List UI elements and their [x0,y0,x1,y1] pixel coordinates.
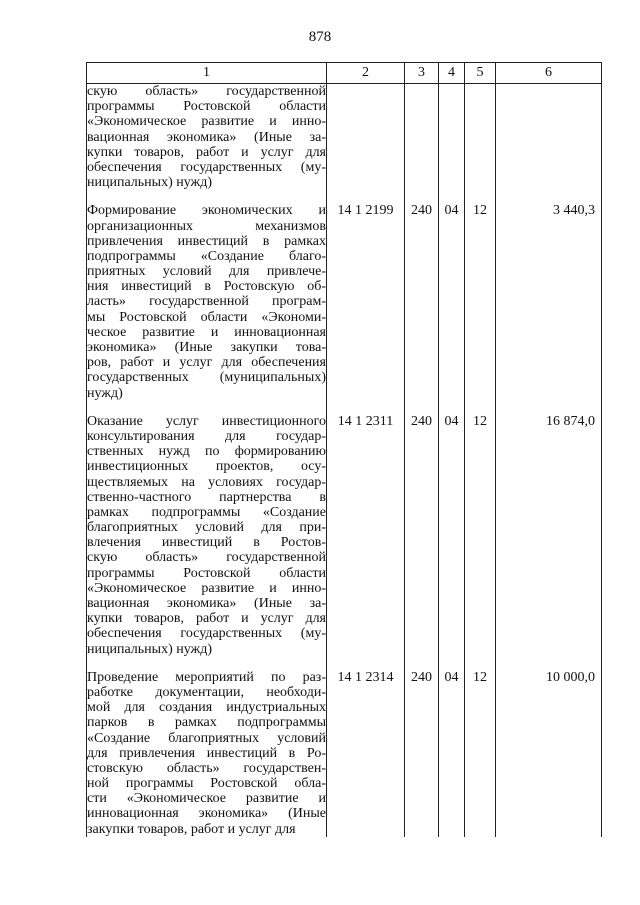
description-line: скую область» государственной [87,84,326,99]
column-header-3: 3 [405,63,439,84]
spacer-cell [465,190,496,203]
spacer-cell [327,190,405,203]
description-line: влечения инвестиций в Ростов- [87,535,326,551]
description-line: вационная экономика» (Иные за- [87,596,326,611]
description-line: скую область» государственной [87,550,326,566]
column-header-5: 5 [465,63,496,84]
target-code-cell: 14 1 2199 [327,203,405,400]
description-line: рамках подпрограммы «Создание [87,504,326,520]
description-line: Формирование экономических и [87,203,326,219]
table-row [87,203,602,400]
description-line: подпрограммы «Создание благо- [87,248,326,264]
description-cell [87,414,327,657]
description-line: мой для создания индустриальных [87,700,326,716]
table-row [87,84,602,191]
subsection-cell: 12 [465,414,496,657]
expense-type-cell [405,84,439,191]
section-cell: 04 [439,670,465,837]
spacer-cell [465,401,496,414]
description-line: программы Ростовской области [87,99,326,115]
description-line: государственных (муниципальных) [87,370,326,386]
spacer-cell [496,190,602,203]
description-line: парков в рамках подпрограммы [87,715,326,731]
spacer-cell [405,190,439,203]
subsection-cell [465,84,496,191]
description-line: обеспечения государственных (му- [87,159,326,175]
description-line: экономика» (Иные закупки това- [87,340,326,355]
description-line: ственно-частного партнерства в [87,489,326,505]
description-line: для привлечения инвестиций в Ро- [87,745,326,761]
description-line: купки товаров, работ и услуг для [87,611,326,627]
spacer-cell [439,401,465,414]
description-line: мы Ростовской области «Экономи- [87,309,326,325]
subsection-cell: 12 [465,203,496,400]
description-line: ниципальных) нужд) [87,175,212,191]
description-line: Оказание услуг инвестиционного [87,413,326,429]
expense-type-cell: 240 [405,670,439,837]
description-line: ров, работ и услуг для обеспечения [87,355,326,371]
description-line: ния инвестиций в Ростовскую об- [87,279,326,295]
spacer-cell [439,190,465,203]
row-spacer [87,657,602,670]
description-line: «Экономическое развитие и инно- [87,580,326,596]
spacer-cell [327,401,405,414]
description-cell [87,670,327,837]
description-line: «Экономическое развитие и инно- [87,114,326,130]
amount-cell: 10 000,0 [496,670,602,837]
spacer-cell [496,657,602,670]
target-code-cell: 14 1 2314 [327,670,405,837]
description-line: ственных нужд по формированию [87,444,326,460]
description-line: обеспечения государственных (му- [87,626,326,642]
subsection-cell: 12 [465,670,496,837]
description-line: стовскую область» государствен- [87,760,326,776]
description-line: ществляемых на условиях государ- [87,474,326,490]
column-header-2: 2 [327,63,405,84]
description-line: нужд) [87,385,123,401]
column-header-4: 4 [439,63,465,84]
table-row [87,670,602,837]
amount-cell [496,84,602,191]
spacer-cell [405,401,439,414]
column-number-row [87,63,602,84]
row-spacer [87,401,602,414]
spacer-cell [405,657,439,670]
description-line: работке документации, необходи- [87,684,326,700]
section-cell [439,84,465,191]
description-line: сти «Экономическое развитие и [87,791,326,807]
description-line: благоприятных условий для при- [87,520,326,536]
table-body [87,84,602,837]
description-line: ческое развитие и инновационная [87,324,326,340]
page-number: 878 [308,29,332,45]
description-cell [87,84,327,191]
spacer-cell [87,190,327,203]
description-line: инновационная экономика» (Иные [87,806,326,822]
spacer-cell [465,657,496,670]
description-line: Проведение мероприятий по раз- [87,669,326,685]
budget-table [86,62,602,837]
column-header-6: 6 [496,63,602,84]
description-line: привлечения инвестиций в рамках [87,233,326,249]
description-line: консультирования для государ- [87,428,326,444]
amount-cell: 3 440,3 [496,203,602,400]
description-line: ной программы Ростовской обла- [87,776,326,792]
description-line: вационная экономика» (Иные за- [87,129,326,145]
section-cell: 04 [439,414,465,657]
amount-cell: 16 874,0 [496,414,602,657]
target-code-cell [327,84,405,191]
description-line: закупки товаров, работ и услуг для [87,821,296,837]
spacer-cell [87,657,327,670]
description-line: организационных механизмов [87,218,326,234]
spacer-cell [87,401,327,414]
column-header-1: 1 [87,63,327,84]
expense-type-cell: 240 [405,203,439,400]
spacer-cell [327,657,405,670]
spacer-cell [439,657,465,670]
table-row [87,414,602,657]
description-line: ниципальных) нужд) [87,641,212,657]
target-code-cell: 14 1 2311 [327,414,405,657]
description-line: программы Ростовской области [87,565,326,581]
description-line: приятных условий для привлече- [87,264,326,280]
row-spacer [87,190,602,203]
description-line: «Создание благоприятных условий [87,730,326,746]
description-line: купки товаров, работ и услуг для [87,144,326,160]
description-line: ласть» государственной програм- [87,294,326,310]
expense-type-cell: 240 [405,414,439,657]
section-cell: 04 [439,203,465,400]
description-cell [87,203,327,400]
spacer-cell [496,401,602,414]
description-line: инвестиционных проектов, осу- [87,459,326,475]
table-header [87,63,602,84]
